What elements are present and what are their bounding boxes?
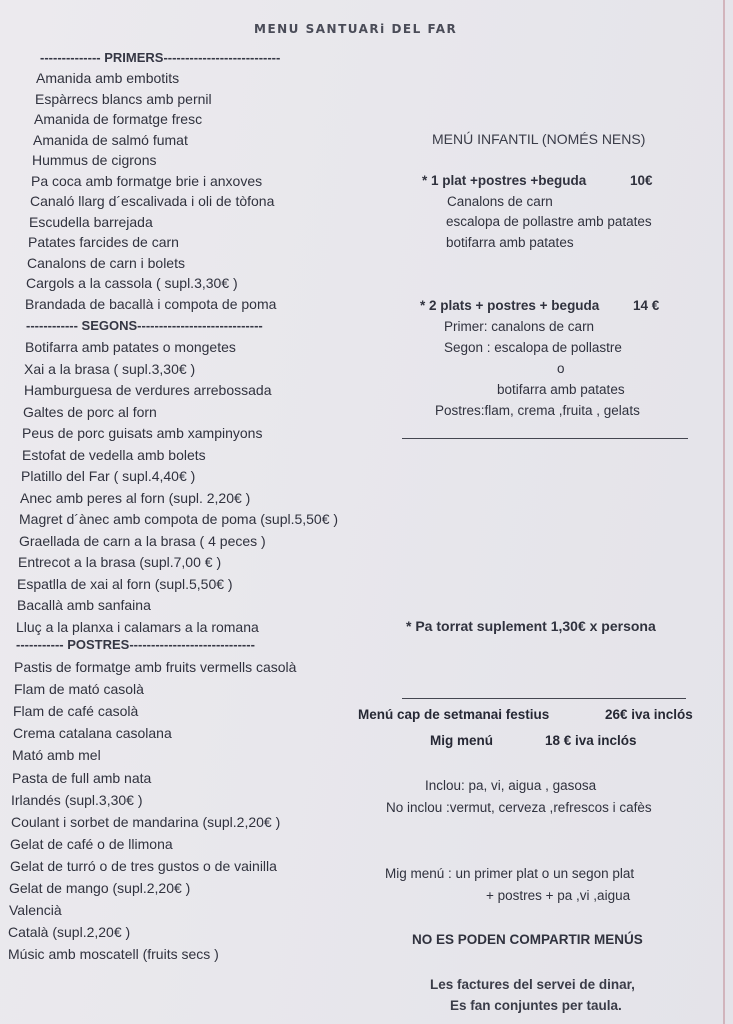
primers-item: Amanida de salmó fumat	[33, 132, 188, 148]
infantil-option1-item: escalopa de pollastre amb patates	[446, 214, 652, 229]
postres-header: ----------- POSTRES-----------------------------	[16, 637, 255, 652]
postres-item: Flam de mató casolà	[14, 681, 144, 697]
divider-line	[402, 438, 688, 439]
segons-item: Xai a la brasa ( supl.3,30€ )	[24, 361, 196, 377]
infantil-option2-line: botifarra amb patates	[497, 382, 625, 397]
infantil-option1-item: botifarra amb patates	[446, 235, 574, 250]
primers-item: Patates farcides de carn	[28, 234, 179, 250]
segons-item: Lluç a la planxa i calamars a la romana	[16, 619, 259, 635]
mig-menu-definition: Mig menú : un primer plat o un segon plat	[385, 866, 635, 881]
postres-item: Valencià	[9, 902, 62, 918]
inclou-line: Inclou: pa, vi, aigua , gasosa	[425, 778, 597, 793]
mig-menu-text: Mig menú	[430, 733, 493, 748]
primers-item: Hummus de cigrons	[32, 152, 157, 168]
segons-item: Galtes de porc al forn	[23, 404, 157, 420]
infantil-option2-line: Postres:flam, crema ,fruita , gelats	[435, 403, 640, 418]
primers-item: Pa coca amb formatge brie i anxoves	[31, 173, 263, 189]
infantil-option2-line: o	[557, 361, 565, 376]
infantil-option2-label: * 2 plats + postres + beguda	[420, 298, 600, 313]
primers-item: Escudella barrejada	[29, 214, 153, 230]
segons-item: Hamburguesa de verdures arrebossada	[24, 382, 272, 398]
segons-item: Graellada de carn a la brasa ( 4 peces )	[19, 533, 266, 549]
segons-item: Entrecot a la brasa (supl.7,00 € )	[18, 554, 222, 570]
segons-item: Botifarra amb patates o mongetes	[25, 339, 236, 355]
paper-edge	[723, 0, 725, 1024]
mig-menu-definition: + postres + pa ,vi ,aigua	[486, 888, 631, 903]
segons-item: Bacallà amb sanfaina	[17, 597, 151, 613]
primers-header: -------------- PRIMERS---------------------------	[40, 50, 281, 65]
postres-item: Flam de café casolà	[13, 703, 139, 719]
segons-header: ------------ SEGONS-----------------------------	[26, 318, 263, 333]
infantil-option1-price: 10€	[630, 173, 653, 188]
menu-title: MENU SANTUARi DEL FAR	[254, 22, 458, 36]
no-compartir-notice: NO ES PODEN COMPARTIR MENÚS	[412, 932, 643, 947]
postres-item: Gelat de turró o de tres gustos o de vainilla	[10, 858, 277, 874]
postres-item: Crema catalana casolana	[13, 725, 172, 741]
postres-item: Pastis de formatge amb fruits vermells casolà	[14, 659, 297, 675]
postres-item: Músic amb moscatell (fruits secs )	[8, 946, 219, 962]
pa-torrat-note: * Pa torrat suplement 1,30€ x persona	[406, 618, 656, 634]
mig-menu-price: 18 € iva inclós	[545, 733, 637, 748]
infantil-heading: MENÚ INFANTIL (NOMÉS NENS)	[432, 131, 646, 147]
infantil-option2-price: 14 €	[633, 298, 660, 313]
primers-item: Brandada de bacallà i compota de poma	[25, 296, 277, 312]
primers-item: Canalons de carn i bolets	[27, 255, 185, 271]
segons-item: Magret d´ànec amb compota de poma (supl.5,50€ )	[19, 511, 339, 527]
divider-line	[402, 698, 686, 699]
factures-note: Es fan conjuntes per taula.	[450, 998, 622, 1013]
postres-item: Irlandés (supl.3,30€ )	[11, 792, 143, 808]
segons-item: Anec amb peres al forn (supl. 2,20€ )	[20, 490, 251, 506]
segons-item: Espatlla de xai al forn (supl.5,50€ )	[17, 576, 233, 592]
infantil-option1-item: Canalons de carn	[447, 194, 553, 209]
infantil-option2-line: Segon : escalopa de pollastre	[444, 340, 622, 355]
cap-setmana-text: Menú cap de setmanai festius	[358, 707, 550, 722]
postres-item: Català (supl.2,20€ )	[8, 924, 131, 940]
primers-item: Espàrrecs blancs amb pernil	[35, 91, 212, 107]
no-inclou-line: No inclou :vermut, cerveza ,refrescos i cafès	[386, 800, 652, 815]
postres-item: Pasta de full amb nata	[12, 770, 152, 786]
postres-item: Coulant i sorbet de mandarina (supl.2,20€ )	[11, 814, 281, 830]
segons-item: Estofat de vedella amb bolets	[22, 447, 206, 463]
segons-item: Platillo del Far ( supl.4,40€ )	[21, 468, 196, 484]
postres-item: Mató amb mel	[12, 747, 101, 763]
factures-note: Les factures del servei de dinar,	[430, 977, 635, 992]
infantil-option1-label: * 1 plat +postres +beguda	[422, 173, 587, 188]
postres-item: Gelat de mango (supl.2,20€ )	[9, 880, 191, 896]
postres-item: Gelat de café o de llimona	[10, 836, 173, 852]
primers-item: Amanida de formatge fresc	[34, 111, 203, 127]
cap-setmana-price: 26€ iva inclós	[605, 707, 693, 722]
segons-item: Peus de porc guisats amb xampinyons	[22, 425, 263, 441]
primers-item: Cargols a la cassola ( supl.3,30€ )	[26, 275, 238, 291]
infantil-option2-line: Primer: canalons de carn	[444, 319, 595, 334]
primers-item: Amanida amb embotits	[36, 70, 180, 86]
primers-item: Canaló llarg d´escalivada i oli de tòfona	[30, 193, 275, 209]
